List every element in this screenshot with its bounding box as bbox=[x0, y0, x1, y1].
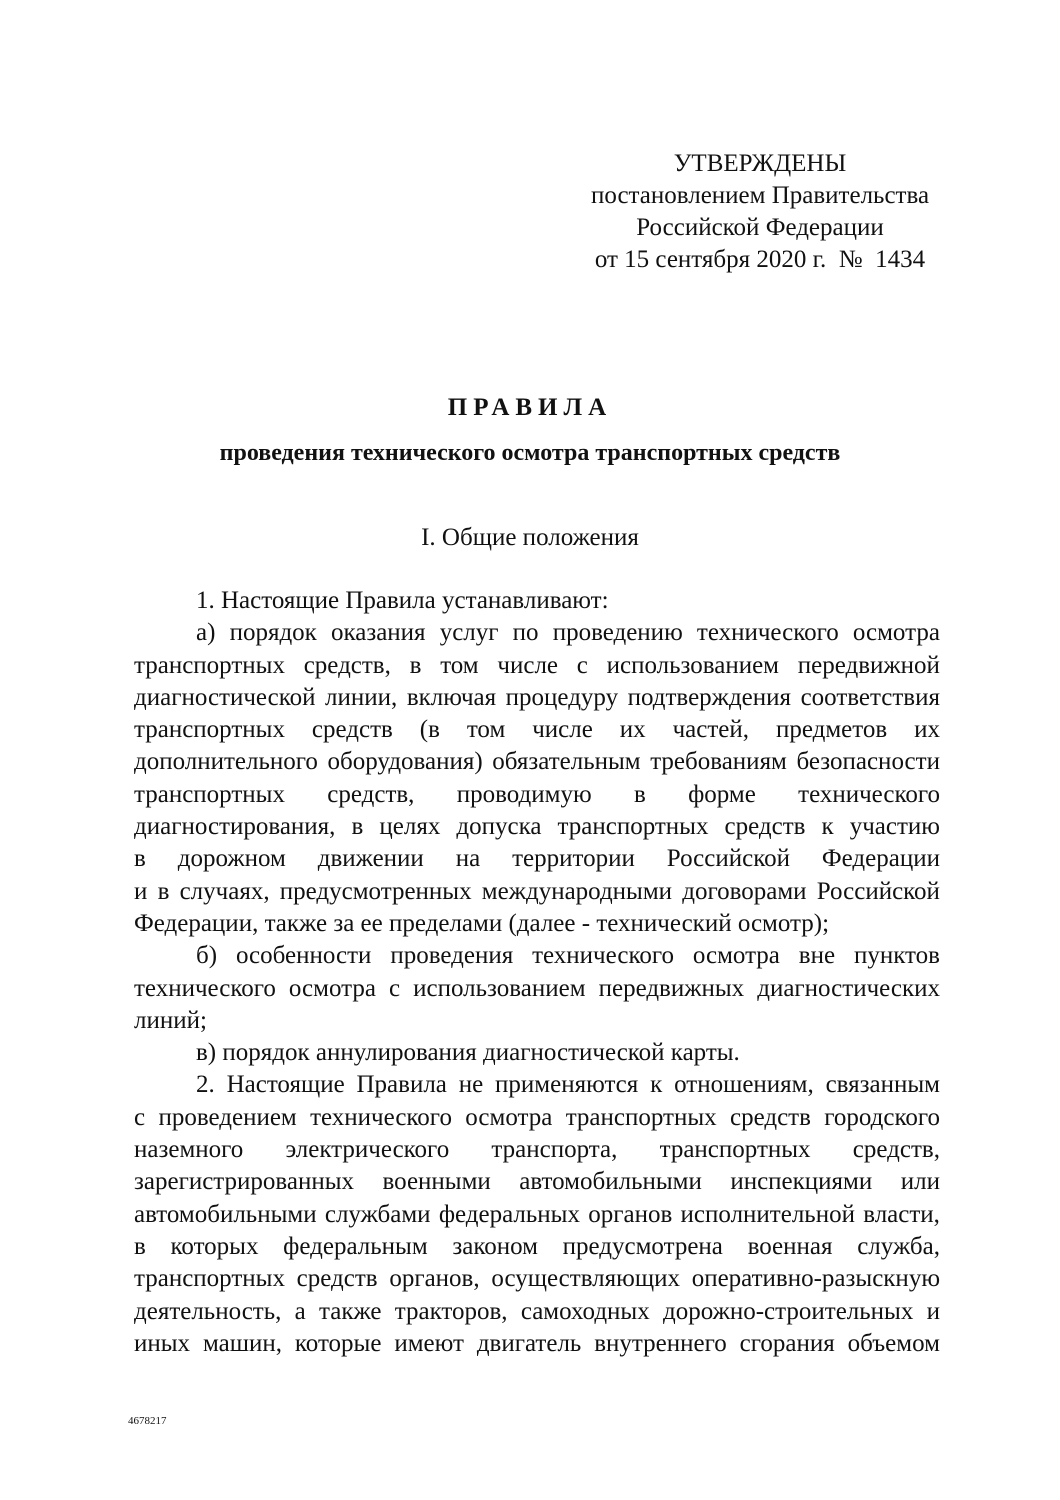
word: органов, bbox=[389, 1265, 480, 1293]
paragraph-line bbox=[134, 843, 940, 875]
word: исполнительной bbox=[680, 1200, 855, 1228]
word: автомобильными bbox=[519, 1168, 702, 1196]
word: также bbox=[319, 1297, 382, 1325]
word: целях bbox=[379, 813, 441, 841]
paragraph-line bbox=[134, 1069, 940, 1101]
word: служба, bbox=[857, 1232, 940, 1260]
word: проведения bbox=[390, 942, 514, 970]
word: в bbox=[134, 1232, 146, 1260]
approval-block bbox=[580, 148, 940, 276]
word: средств bbox=[296, 1265, 378, 1293]
word: отношениям, bbox=[674, 1071, 814, 1099]
word: Российской bbox=[816, 877, 940, 905]
document-title: ПРАВИЛА bbox=[447, 394, 613, 421]
word: сгорания bbox=[739, 1329, 835, 1357]
paragraph-line bbox=[134, 714, 940, 746]
word: диагностирования, bbox=[134, 813, 336, 841]
word: транспортных bbox=[134, 651, 285, 679]
word: и bbox=[926, 1297, 940, 1325]
paragraph-line bbox=[134, 1199, 940, 1231]
word: допуска bbox=[456, 813, 542, 841]
word: в bbox=[157, 877, 170, 905]
word: имеют bbox=[394, 1329, 464, 1357]
word: транспортных bbox=[134, 716, 285, 744]
word: осмотра bbox=[288, 974, 376, 1002]
word: средств bbox=[724, 813, 806, 841]
word: договорами bbox=[682, 877, 807, 905]
word: в bbox=[633, 780, 646, 808]
word: диагностических bbox=[757, 974, 940, 1002]
word: использованием bbox=[413, 974, 586, 1002]
paragraph-line bbox=[134, 617, 940, 649]
word: средств, bbox=[303, 651, 391, 679]
word: средств, bbox=[852, 1136, 940, 1164]
word: власти, bbox=[863, 1200, 940, 1228]
word: с bbox=[389, 974, 401, 1002]
word: технического bbox=[798, 780, 940, 808]
word: осуществляющих bbox=[491, 1265, 680, 1293]
word: проводимую bbox=[456, 780, 592, 808]
word: службами bbox=[324, 1200, 431, 1228]
word: с bbox=[134, 1103, 146, 1131]
word: транспортных bbox=[565, 1103, 717, 1131]
word: Правила bbox=[356, 1071, 447, 1099]
section-heading: I. Общие положения bbox=[421, 524, 639, 551]
word: законом bbox=[452, 1232, 538, 1260]
word: технического bbox=[696, 619, 839, 647]
word: транспортных bbox=[134, 1265, 285, 1293]
word: Настоящие bbox=[226, 1071, 345, 1099]
paragraph-line: Федерации, также за ее пределами (далее - технический осмотр); bbox=[134, 909, 830, 937]
word: порядок bbox=[229, 619, 317, 647]
word: дополнительного bbox=[134, 748, 318, 776]
word: применяются bbox=[495, 1071, 639, 1099]
word: связанным bbox=[825, 1071, 940, 1099]
word: услуг bbox=[439, 619, 499, 647]
paragraph-line bbox=[134, 1263, 940, 1295]
paragraph-line bbox=[134, 973, 940, 1005]
word: международными bbox=[481, 877, 673, 905]
word: соответствия bbox=[800, 683, 940, 711]
word: а) bbox=[196, 619, 216, 647]
word: проведением bbox=[158, 1103, 297, 1131]
word: том bbox=[466, 716, 506, 744]
word: числе bbox=[532, 716, 593, 744]
word: осмотра bbox=[692, 942, 780, 970]
paragraph-line bbox=[134, 1134, 940, 1166]
word: линии, bbox=[325, 683, 398, 711]
word: частей, bbox=[672, 716, 750, 744]
word: передвижных bbox=[598, 974, 745, 1002]
word: диагностической bbox=[134, 683, 316, 711]
word: самоходных bbox=[520, 1297, 650, 1325]
word: которых bbox=[170, 1232, 259, 1260]
word: к bbox=[650, 1071, 663, 1099]
word: том bbox=[440, 651, 479, 679]
word: в bbox=[409, 651, 422, 679]
word: транспорта, bbox=[491, 1136, 618, 1164]
word: проведению bbox=[552, 619, 683, 647]
word: (в bbox=[419, 716, 440, 744]
word: внутреннего bbox=[594, 1329, 727, 1357]
paragraph-line: 1. Настоящие Правила устанавливают: bbox=[196, 587, 609, 614]
word: не bbox=[458, 1071, 484, 1099]
word: предметов bbox=[775, 716, 888, 744]
word: предусмотрена bbox=[562, 1232, 723, 1260]
word: Российской bbox=[666, 845, 790, 873]
paragraph-line bbox=[134, 1328, 940, 1360]
word: иных bbox=[134, 1329, 191, 1357]
word: движении bbox=[317, 845, 424, 873]
word: подтверждения bbox=[627, 683, 792, 711]
paragraph-line bbox=[134, 650, 940, 682]
paragraph-line bbox=[134, 1231, 940, 1263]
paragraph-line bbox=[134, 682, 940, 714]
word: военными bbox=[382, 1168, 491, 1196]
word: двигатель bbox=[476, 1329, 582, 1357]
word: в bbox=[134, 845, 146, 873]
word: пунктов bbox=[853, 942, 940, 970]
word: предусмотренных bbox=[279, 877, 472, 905]
word: средств bbox=[311, 716, 393, 744]
word: технического bbox=[310, 1103, 452, 1131]
word: транспортных bbox=[557, 813, 709, 841]
word: транспортных bbox=[659, 1136, 811, 1164]
word: электрического bbox=[285, 1136, 450, 1164]
word: средств, bbox=[327, 780, 415, 808]
word: к bbox=[821, 813, 834, 841]
paragraph-line bbox=[134, 779, 940, 811]
word: безопасности bbox=[796, 748, 940, 776]
word: деятельность, bbox=[134, 1297, 282, 1325]
word: процедуру bbox=[505, 683, 619, 711]
word: объемом bbox=[847, 1329, 940, 1357]
word: в bbox=[351, 813, 364, 841]
word: Федерации bbox=[821, 845, 940, 873]
word: дорожном bbox=[177, 845, 286, 873]
word: по bbox=[512, 619, 539, 647]
document-subtitle: проведения технического осмотра транспортных средств bbox=[219, 440, 841, 466]
word: осмотра bbox=[852, 619, 940, 647]
word: дорожно-строительных bbox=[662, 1297, 914, 1325]
word: машин, bbox=[202, 1329, 282, 1357]
paragraph-line bbox=[134, 940, 940, 972]
document-body bbox=[134, 585, 940, 1360]
word: требованиям bbox=[650, 748, 787, 776]
word: наземного bbox=[134, 1136, 244, 1164]
word: технического bbox=[532, 942, 674, 970]
paragraph-line: линий; bbox=[134, 1006, 207, 1034]
word: вне bbox=[798, 942, 836, 970]
word: использованием bbox=[606, 651, 780, 679]
word: на bbox=[455, 845, 481, 873]
word: городского bbox=[824, 1103, 940, 1131]
word: транспортных bbox=[134, 780, 285, 808]
word: федеральных bbox=[438, 1200, 580, 1228]
word: их bbox=[619, 716, 646, 744]
word: участию bbox=[849, 813, 940, 841]
paragraph-line bbox=[134, 1296, 940, 1328]
word: с bbox=[576, 651, 588, 679]
word: форме bbox=[688, 780, 756, 808]
word: зарегистрированных bbox=[134, 1168, 355, 1196]
word: случаях, bbox=[179, 877, 270, 905]
word: особенности bbox=[235, 942, 372, 970]
word: военная bbox=[747, 1232, 833, 1260]
word: и bbox=[134, 877, 148, 905]
word: автомобильными bbox=[134, 1200, 317, 1228]
paragraph-line bbox=[134, 746, 940, 778]
word: оперативно-разыскную bbox=[691, 1265, 940, 1293]
word: которые bbox=[294, 1329, 382, 1357]
approval-line: постановлением Правительства bbox=[590, 182, 930, 209]
word: их bbox=[914, 716, 940, 744]
paragraph-line bbox=[134, 876, 940, 908]
word: тракторов, bbox=[394, 1297, 508, 1325]
word: территории bbox=[512, 845, 635, 873]
word: передвижной bbox=[797, 651, 940, 679]
approval-line: Российской Федерации bbox=[636, 214, 884, 241]
paragraph-line bbox=[134, 1102, 940, 1134]
paragraph-line bbox=[134, 1166, 940, 1198]
paragraph-line: в) порядок аннулирования диагностической карты. bbox=[196, 1039, 740, 1067]
word: числе bbox=[497, 651, 559, 679]
word: средств bbox=[729, 1103, 811, 1131]
document-id: 4678217 bbox=[128, 1415, 167, 1427]
word: б) bbox=[196, 942, 218, 970]
word: оборудования) bbox=[327, 748, 483, 776]
word: федеральным bbox=[283, 1232, 428, 1260]
word: технического bbox=[134, 974, 276, 1002]
approval-heading: УТВЕРЖДЕНЫ bbox=[673, 150, 847, 177]
word: 2. bbox=[196, 1071, 215, 1099]
word: инспекциями bbox=[730, 1168, 873, 1196]
word: включая bbox=[406, 683, 497, 711]
word: органов bbox=[588, 1200, 673, 1228]
word: обязательным bbox=[492, 748, 641, 776]
word: а bbox=[294, 1297, 306, 1325]
approval-date-number: от 15 сентября 2020 г. № 1434 bbox=[594, 246, 926, 273]
word: осмотра bbox=[465, 1103, 553, 1131]
paragraph-line bbox=[134, 811, 940, 843]
word: оказания bbox=[330, 619, 426, 647]
word: или bbox=[900, 1168, 940, 1196]
